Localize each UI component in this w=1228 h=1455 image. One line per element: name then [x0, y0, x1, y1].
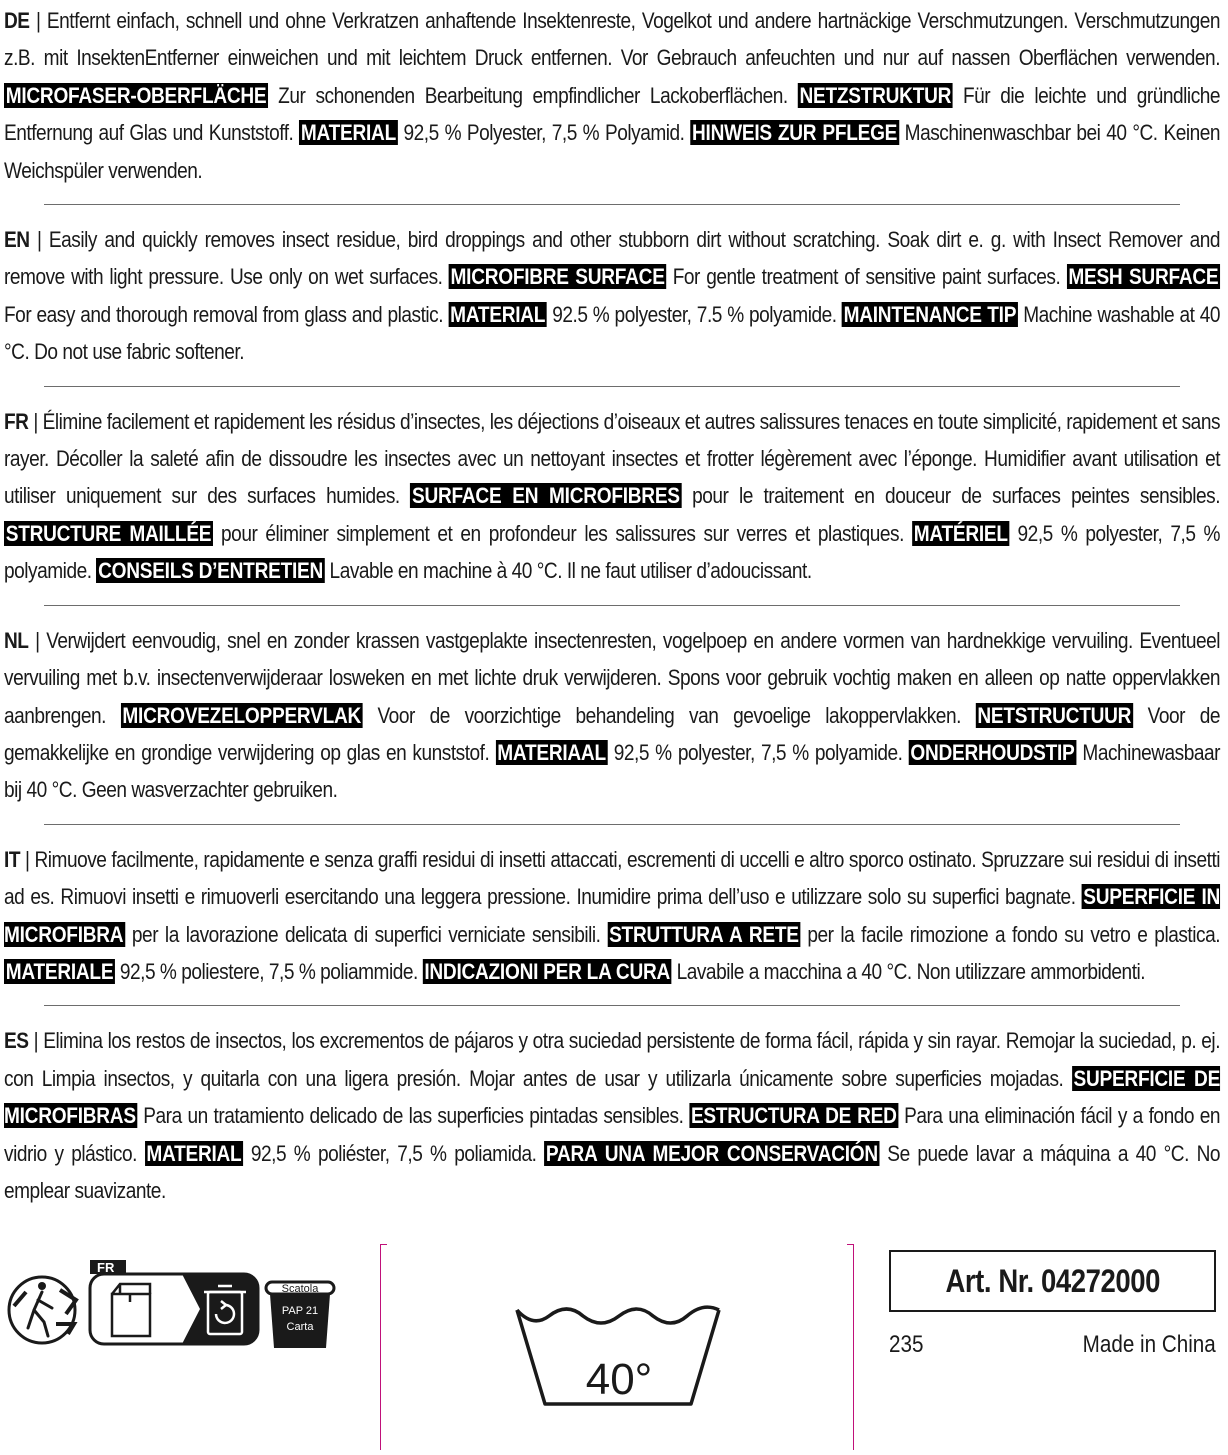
section-it — [4, 841, 1220, 991]
language-code: IT — [4, 846, 21, 872]
section-heading-highlight: MATERIAAL — [497, 739, 606, 765]
pap-bin-icon — [266, 1282, 334, 1348]
body-text: For gentle treatment of sensitive paint surfaces. — [666, 264, 1067, 290]
body-text: Voor de voorzichtige behandeling van gevoelige lakoppervlakken. — [362, 702, 976, 728]
section-text: NL | Verwijdert eenvoudig, snel en zonder krassen vastgeplakte insectenresten, vogelpoep en andere vormen van hardnekkige vervuiling. Eventueel vervuiling met b.v. insectenverwijderaar losweken en met lichte druk verwijderen. Spons voor gebruik vochtig maken en alleen op natte oppervlakken aanbrengen. MICROVEZELOPPERVLAK Voor de voorzichtige behandeling van gevoelige lakoppervlakken. NETSTRUCTUUR Voor de gemakkelijke en grondige verwijdering op glas en kunststof. MATERIAAL 92,5 % polyester, 7,5 % polyamide. ONDERHOUDSTIP Machinewasbaar bij 40 °C. Geen wasverzachter gebruiken. — [4, 627, 1221, 803]
multilingual-instructions — [4, 2, 1220, 1209]
body-text: Entfernt einfach, schnell und ohne Verkratzen anhaftende Insektenreste, Vogelkot und andere hartnäckige Verschmutzungen. Verschmutzungen z.B. mit InsektenEntferner einweichen und mit leichtem Druck entfernen. Vor Gebrauch anfeuchten und nur auf nassen Oberflächen verwenden. — [4, 8, 1221, 71]
section-divider — [44, 1005, 1180, 1006]
body-text: 92,5 % Polyester, 7,5 % Polyamid. — [397, 120, 691, 146]
pap-line-1: Scatola — [281, 1283, 319, 1295]
language-code: EN — [4, 227, 30, 253]
section-text: ES | Elimina los restos de insectos, los excrementos de pájaros y otra suciedad persistente de forma fácil, rápida y sin rayar. Remojar la suciedad, p. ej. con Limpia insectos, y quitarla con una ligera presión. Mojar antes de usar y utilizarla únicamente sobre superficies mojadas. SUPERFICIE DE MICROFIBRAS Para un tratamiento delicado de las superficies pintadas sensibles. ESTRUCTURA DE RED Para una eliminación fácil y a fondo en vidrio y plástico. MATERIAL 92,5 % poliéster, 7,5 % poliamida. PARA UNA MEJOR CONSERVACIÓN Se puede lavar a máquina a 40 °C. No emplear suavizante. — [4, 1028, 1221, 1203]
label-code — [889, 1331, 929, 1359]
body-text: Maschinenwaschbar bei 40 °C. Keinen Weichspüler verwenden. — [4, 120, 1221, 183]
body-text: pour le traitement en douceur de surfaces peintes sensibles. — [681, 483, 1221, 509]
section-heading-highlight: INDICAZIONI PER LA CURA — [424, 958, 671, 984]
language-code: DE — [4, 8, 30, 33]
body-text: 92,5 % polyester, 7,5 % polyamide. — [4, 520, 1221, 584]
section-heading-highlight: ESTRUCTURA DE RED — [690, 1103, 897, 1129]
language-code: ES — [4, 1028, 29, 1054]
section-heading-highlight: MATERIAL — [300, 120, 396, 146]
origin-label — [1061, 1331, 1216, 1359]
section-heading-highlight: MATERIAL — [450, 301, 546, 327]
section-divider — [44, 824, 1180, 825]
section-heading-highlight: NETSTRUCTUUR — [977, 702, 1132, 728]
crop-mark — [381, 1244, 387, 1245]
body-text: Rimuove facilmente, rapidamente e senza graffi residui di insetti attaccati, escrementi di uccelli e altro sporco ostinato. Spruzzare sui residui di insetti ad es. Rimuovi insetti e rimuoverli esercitando una leggera pressione. Inumidire prima dell’uso e utilizzare solo su superfici bagnate. — [4, 846, 1221, 910]
section-heading-highlight: NETZSTRUKTUR — [799, 82, 952, 108]
language-code: FR — [4, 408, 29, 434]
pap-line-2: PAP 21 — [281, 1305, 319, 1317]
section-heading-highlight: MICROVEZELOPPERVLAK — [122, 702, 362, 728]
section-heading-highlight: MATÉRIEL — [913, 520, 1008, 546]
body-text: Machine washable at 40 °C. Do not use fabric softener. — [4, 301, 1221, 365]
section-text: IT | Rimuove facilmente, rapidamente e senza graffi residui di insetti attaccati, escrementi di uccelli e altro sporco ostinato. Spruzzare sui residui di insetti ad es. Rimuovi insetti e rimuoverli esercitando una leggera pressione. Inumidire prima dell’uso e utilizzare solo su superfici bagnate. SUPERFICIE IN MICROFIBRA per la lavorazione delicata di superfici verniciate sensibili. STRUTTURA A RETE per la facile rimozione a fondo su vetro e plastica. MATERIALE 92,5 % poliestere, 7,5 % poliammide. INDICAZIONI PER LA CURA Lavabile a macchina a 40 °C. Non utilizzare ammorbidenti. — [4, 846, 1221, 984]
body-text: 92,5 % poliestere, 7,5 % poliammide. — [115, 958, 423, 984]
origin-text: Made in China — [1082, 1331, 1216, 1358]
section-text: DE | Entfernt einfach, schnell und ohne Verkratzen anhaftende Insektenreste, Vogelkot und andere hartnäckige Verschmutzungen. Verschmutzungen z.B. mit InsektenEntferner einweichen und mit leichtem Druck entfernen. Vor Gebrauch anfeuchten und nur auf nassen Oberflächen verwenden. MICROFASER-OBERFLÄCHE Zur schonenden Bearbeitung empfindlicher Lackoberflächen. NETZSTRUKTUR Für die leichte und gründliche Entfernung auf Glas und Kunststoff. MATERIAL 92,5 % Polyester, 7,5 % Polyamid. HINWEIS ZUR PFLEGE Maschinenwaschbar bei 40 °C. Keinen Weichspüler verwenden. — [4, 8, 1221, 183]
recycling-icons — [4, 1252, 344, 1352]
body-text: per la lavorazione delicata di superfici verniciate sensibili. — [125, 921, 608, 947]
section-nl — [4, 622, 1220, 809]
body-text: Élimine facilement et rapidement les résidus d’insectes, les déjections d’oiseaux et autres salissures tenaces en toute simplicité, rapidement et sans rayer. Décoller la saleté afin de dissoudre les insectes avec un nettoyant insectes et frotter légèrement avec l’éponge. Humidifier avant utilisation et utiliser uniquement sur des surfaces humides. — [4, 408, 1221, 509]
article-number: Art. Nr. 04272000 — [945, 1262, 1160, 1299]
section-heading-highlight: HINWEIS ZUR PFLEGE — [692, 120, 898, 146]
section-heading-highlight: STRUCTURE MAILLÉE — [5, 520, 212, 546]
crop-mark — [847, 1244, 853, 1245]
section-text: EN | Easily and quickly removes insect residue, bird droppings and other stubborn dirt without scratching. Soak dirt e. g. with Insect Remover and remove with light pressure. Use only on wet surfaces. MICROFIBRE SURFACE For gentle treatment of sensitive paint surfaces. MESH SURFACE For easy and thorough removal from glass and plastic. MATERIAL 92.5 % polyester, 7.5 % polyamide. MAINTENANCE TIP Machine washable at 40 °C. Do not use fabric softener. — [4, 227, 1221, 365]
body-text: Para un tratamiento delicado de las superficies pintadas sensibles. — [137, 1103, 690, 1129]
section-heading-highlight: SUPERFICIE DE MICROFIBRAS — [4, 1065, 1221, 1129]
wash-temperature: 40° — [585, 1355, 653, 1404]
section-heading-highlight: STRUTTURA A RETE — [609, 921, 799, 947]
article-number-box — [889, 1250, 1216, 1312]
section-es — [4, 1022, 1220, 1209]
body-text: Elimina los restos de insectos, los excrementos de pájaros y otra suciedad persistente de forma fácil, rápida y sin rayar. Remojar la suciedad, p. ej. con Limpia insectos, y quitarla con una ligera presión. Mojar antes de usar y utilizarla únicamente sobre superficies mojadas. — [4, 1028, 1221, 1091]
section-heading-highlight: MESH SURFACE — [1068, 264, 1219, 290]
language-code: NL — [4, 627, 29, 653]
wash-40-icon — [381, 1244, 853, 1450]
section-en — [4, 221, 1220, 371]
body-text: per la facile rimozione a fondo su vetro e plastica. — [800, 921, 1221, 947]
info-tri-box — [90, 1260, 258, 1344]
section-heading-highlight: MICROFIBRE SURFACE — [450, 264, 665, 290]
section-heading-highlight: ONDERHOUDSTIP — [910, 739, 1075, 765]
body-text: Se puede lavar a máquina a 40 °C. No emplear suavizante. — [4, 1140, 1221, 1203]
body-text: For easy and thorough removal from glass and plastic. — [4, 301, 449, 327]
section-heading-highlight: MICROFASER-OBERFLÄCHE — [5, 82, 267, 108]
section-heading-highlight: MAINTENANCE TIP — [843, 301, 1017, 327]
section-divider — [44, 386, 1180, 387]
section-heading-highlight: MATERIAL — [146, 1140, 242, 1166]
pap-line-3: Carta — [286, 1321, 314, 1333]
section-text: FR | Élimine facilement et rapidement les résidus d’insectes, les déjections d’oiseaux et autres salissures tenaces en toute simplicité, rapidement et sans rayer. Décoller la saleté afin de dissoudre les insectes avec un nettoyant insectes et frotter légèrement avec l’éponge. Humidifier avant utilisation et utiliser uniquement sur des surfaces humides. SURFACE EN MICROFIBRES pour le traitement en douceur de surfaces peintes sensibles. STRUCTURE MAILLÉE pour éliminer simplement et en profondeur les salissures sur verres et plastiques. MATÉRIEL 92,5 % polyester, 7,5 % polyamide. CONSEILS D’ENTRETIEN Lavable en machine à 40 °C. Il ne faut utiliser d’adoucissant. — [4, 408, 1221, 584]
section-heading-highlight: SURFACE EN MICROFIBRES — [412, 483, 680, 509]
body-text: Für die leichte und gründliche Entfernung auf Glas und Kunststoff. — [4, 82, 1221, 146]
body-text: pour éliminer simplement et en profondeur les salissures sur verres et plastiques. — [212, 520, 912, 546]
body-text: Zur schonenden Bearbeitung empfindlicher Lackoberflächen. — [268, 82, 798, 108]
body-text: Easily and quickly removes insect residue, bird droppings and other stubborn dirt without scratching. Soak dirt e. g. with Insect Remover and remove with light pressure. Use only on wet surfaces. — [4, 227, 1221, 290]
section-heading-highlight: CONSEILS D’ENTRETIEN — [98, 558, 324, 584]
section-heading-highlight: PARA UNA MEJOR CONSERVACIÓN — [545, 1140, 878, 1166]
body-text: 92,5 % polyester, 7,5 % polyamide. — [607, 739, 909, 765]
body-text: Para una eliminación fácil y a fondo en vidrio y plástico. — [4, 1103, 1221, 1166]
label-code-text: 235 — [889, 1331, 924, 1358]
body-text: Lavabile a macchina a 40 °C. Non utilizzare ammorbidenti. — [671, 958, 1146, 984]
section-heading-highlight: MATERIALE — [5, 958, 114, 984]
body-text: Voor de gemakkelijke en grondige verwijdering op glas en kunststof. — [4, 702, 1221, 765]
fr-tag: FR — [97, 1260, 115, 1275]
label-footer — [0, 1240, 1228, 1446]
section-divider — [44, 605, 1180, 606]
triman-icon — [9, 1277, 76, 1343]
body-text: Machinewasbaar bij 40 °C. Geen wasverzachter gebruiken. — [4, 739, 1221, 803]
section-fr — [4, 403, 1220, 590]
body-text: 92,5 % poliéster, 7,5 % poliamida. — [243, 1140, 545, 1166]
section-de — [4, 2, 1220, 189]
body-text: 92.5 % polyester, 7.5 % polyamide. — [546, 301, 842, 327]
body-text: Lavable en machine à 40 °C. Il ne faut utiliser d’adoucissant. — [324, 558, 812, 584]
section-heading-highlight: SUPERFICIE IN MICROFIBRA — [4, 884, 1221, 947]
care-symbol-box — [380, 1244, 854, 1450]
section-divider — [44, 204, 1180, 205]
body-text: Verwijdert eenvoudig, snel en zonder krassen vastgeplakte insectenresten, vogelpoep en andere vormen van hardnekkige vervuiling. Eventueel vervuiling met b.v. insectenverwijderaar losweken en met lichte druk verwijderen. Spons voor gebruik vochtig maken en alleen op natte oppervlakken aanbrengen. — [4, 627, 1221, 728]
